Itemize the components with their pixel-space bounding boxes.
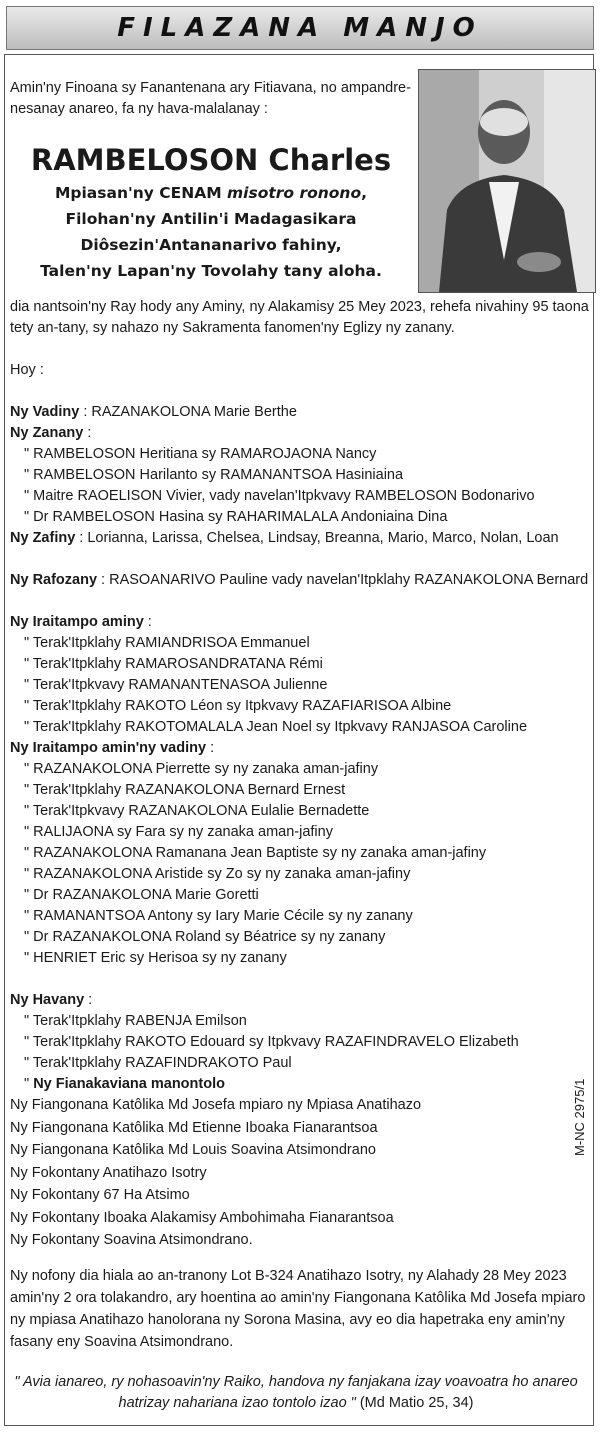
family-member-line: [24, 1075, 225, 1093]
family-member-prefix: ": [24, 1076, 34, 1092]
deceased-name: RAMBELOSON Charles: [30, 143, 392, 177]
institution-line: Ny Fokontany Soavina Atsimondrano.: [10, 1232, 253, 1248]
portrait-photo: [418, 69, 596, 293]
family-group-value: : Lorianna, Larissa, Chelsea, Lindsay, Breanna, Mario, Marco, Nolan, Loan: [75, 530, 559, 546]
family-group-line: [10, 529, 559, 547]
family-member-line: " Terak'Itpkvavy RAZANAKOLONA Eulalie Bernadette: [24, 803, 370, 819]
family-member-line: " Terak'Itpklahy RAZANAKOLONA Bernard Ernest: [24, 782, 346, 798]
institution-line: Ny Fokontany Anatihazo Isotry: [10, 1164, 207, 1181]
institution-line: Ny Fiangonana Katôlika Md Etienne Iboaka Fianarantsoa: [10, 1119, 378, 1136]
family-member-line: " RAMBELOSON Heritiana sy RAMAROJAONA Nancy: [24, 446, 377, 462]
family-group-value: : RAZANAKOLONA Marie Berthe: [79, 404, 297, 420]
family-member-line: " RAZANAKOLONA Pierrette sy ny zanaka aman-jafiny: [24, 761, 379, 777]
family-member-line: " RAMANANTSOA Antony sy Iary Marie Cécile sy ny zanany: [24, 908, 413, 924]
family-member-line: " Maitre RAOELISON Vivier, vady navelan'Itpkvavy RAMBELOSON Bodonarivo: [24, 488, 535, 504]
deceased-title-line: [12, 183, 410, 203]
family-group-label: Ny Zafiny: [10, 530, 76, 546]
deceased-title-text: Mpiasan'ny CENAM: [54, 184, 228, 202]
funeral-line: ny mpiasa Anatihazo hanolorana ny Sorona Masina, avy eo dia hapetraka eny amin'ny: [10, 1312, 565, 1328]
portrait-photo-icon: [419, 70, 595, 292]
deceased-title-text: Talen'ny Lapan'ny Tovolahy tany aloha.: [40, 262, 382, 280]
family-group-value: :: [143, 614, 152, 630]
deceased-title-text: Diôsezin'Antananarivo fahiny,: [80, 236, 342, 254]
deceased-title-italic: misotro ronono: [227, 184, 362, 202]
family-group-value: : RASOANARIVO Pauline vady navelan'Itpklahy RAZANAKOLONA Bernard: [97, 572, 589, 588]
institution-line: Ny Fokontany 67 Ha Atsimo: [10, 1187, 190, 1203]
bible-quote-text: hatrizay nahariana izao tontolo izao ": [118, 1395, 356, 1411]
funeral-line: amin'ny 2 ora tolakandro, ary hoentina ao amin'ny Fiangonana Katôlika Md Josefa mpiaro: [10, 1290, 586, 1306]
family-member-line: " RAZANAKOLONA Aristide sy Zo sy ny zanaka aman-jafiny: [24, 866, 411, 882]
bible-quote-line-2: [10, 1393, 582, 1414]
family-member-line: " Terak'Itpklahy RAMAROSANDRATANA Rémi: [24, 656, 323, 672]
family-member-line: " Terak'Itpklahy RAKOTOMALALA Jean Noel sy Itpkvavy RANJASOA Caroline: [24, 719, 528, 735]
family-member-line: " Terak'Itpklahy RAKOTO Edouard sy Itpkvavy RAZAFINDRAVELO Elizabeth: [24, 1034, 519, 1050]
family-member-line: " Dr RAZANAKOLONA Roland sy Béatrice sy ny zanany: [24, 929, 386, 945]
institution-line: Ny Fiangonana Katôlika Md Louis Soavina Atsimondrano: [10, 1142, 376, 1158]
deceased-title-punct: ,: [361, 184, 368, 202]
deceased-title-line: [12, 235, 410, 255]
family-group-label: Ny Iraitampo aminy: [10, 614, 144, 630]
notice-title: FILAZANA MANJO: [117, 13, 483, 43]
funeral-line: Ny nofony dia hiala ao an-tranony Lot B-324 Anatihazo Isotry, ny Alahady 28 Mey 2023: [10, 1268, 567, 1284]
family-group-line: [10, 613, 152, 631]
notice-header: [6, 6, 594, 50]
family-group-value: :: [83, 425, 92, 441]
family-member-line: " HENRIET Eric sy Herisoa sy ny zanany: [24, 950, 287, 966]
family-member-line: " Terak'Itpklahy RAMIANDRISOA Emmanuel: [24, 635, 310, 651]
family-member-line: " Dr RAMBELOSON Hasina sy RAHARIMALALA Andoniaina Dina: [24, 509, 448, 525]
bible-quote-reference: (Md Matio 25, 34): [355, 1395, 474, 1411]
family-group-line: [10, 571, 588, 589]
death-line-2: tety an-tany, sy nahazo ny Sakramenta fanomen'ny Eglizy ny zanany.: [10, 320, 455, 336]
family-member-line: " RALIJAONA sy Fara sy ny zanaka aman-jafiny: [24, 824, 333, 840]
family-group-value: :: [84, 992, 93, 1008]
family-group-value: :: [206, 740, 215, 756]
family-member-line: " Terak'Itpklahy RABENJA Emilson: [24, 1013, 247, 1029]
family-group-line: [10, 991, 92, 1009]
family-member-name: Ny Fianakaviana manontolo: [33, 1076, 225, 1092]
family-member-line: " RAZANAKOLONA Ramanana Jean Baptiste sy ny zanaka aman-jafiny: [24, 845, 487, 861]
hoy-label: Hoy :: [10, 362, 44, 378]
family-group-label: Ny Zanany: [10, 425, 84, 441]
family-member-line: " RAMBELOSON Harilanto sy RAMANANTSOA Hasiniaina: [24, 467, 404, 483]
funeral-line: fasany eny Soavina Atsimondrano.: [10, 1334, 234, 1350]
deceased-title-text: Filohan'ny Antilin'i Madagasikara: [65, 210, 357, 228]
family-member-line: " Terak'Itpkvavy RAMANANTENASOA Julienne: [24, 677, 328, 693]
institution-line: Ny Fokontany Iboaka Alakamisy Ambohimaha Fianarantsoa: [10, 1209, 394, 1226]
family-group-line: [10, 403, 297, 421]
family-group-label: Ny Havany: [10, 992, 85, 1008]
deceased-title-line: [12, 209, 410, 229]
family-group-label: Ny Iraitampo amin'ny vadiny: [10, 740, 207, 756]
bible-quote-line-1: " Avia ianareo, ry nohasoavin'ny Raiko, handova ny fanjakana izay voavoatra ho anareo: [14, 1374, 578, 1390]
institution-line: Ny Fiangonana Katôlika Md Josefa mpiaro ny Mpiasa Anatihazo: [10, 1097, 422, 1113]
family-member-line: " Terak'Itpklahy RAKOTO Léon sy Itpkvavy RAZAFIARISOA Albine: [24, 698, 452, 714]
family-group-label: Ny Vadiny: [10, 404, 80, 420]
family-group-line: [10, 739, 214, 757]
family-group-label: Ny Rafozany: [10, 572, 98, 588]
deceased-title-line: [12, 261, 410, 281]
family-member-line: " Dr RAZANAKOLONA Marie Goretti: [24, 887, 259, 903]
family-group-line: [10, 424, 91, 442]
intro-line-2: nesanay anareo, fa ny hava-malalanay :: [10, 101, 268, 117]
intro-line-1: Amin'ny Finoana sy Fanantenana ary Fitiavana, no ampandre-: [10, 80, 411, 96]
death-line-1: dia nantsoin'ny Ray hody any Aminy, ny Alakamisy 25 Mey 2023, rehefa nivahiny 95 taona: [10, 299, 589, 315]
notice-reference: M-NC 2975/1: [572, 1078, 587, 1156]
family-member-line: " Terak'Itpklahy RAZAFINDRAKOTO Paul: [24, 1055, 292, 1071]
